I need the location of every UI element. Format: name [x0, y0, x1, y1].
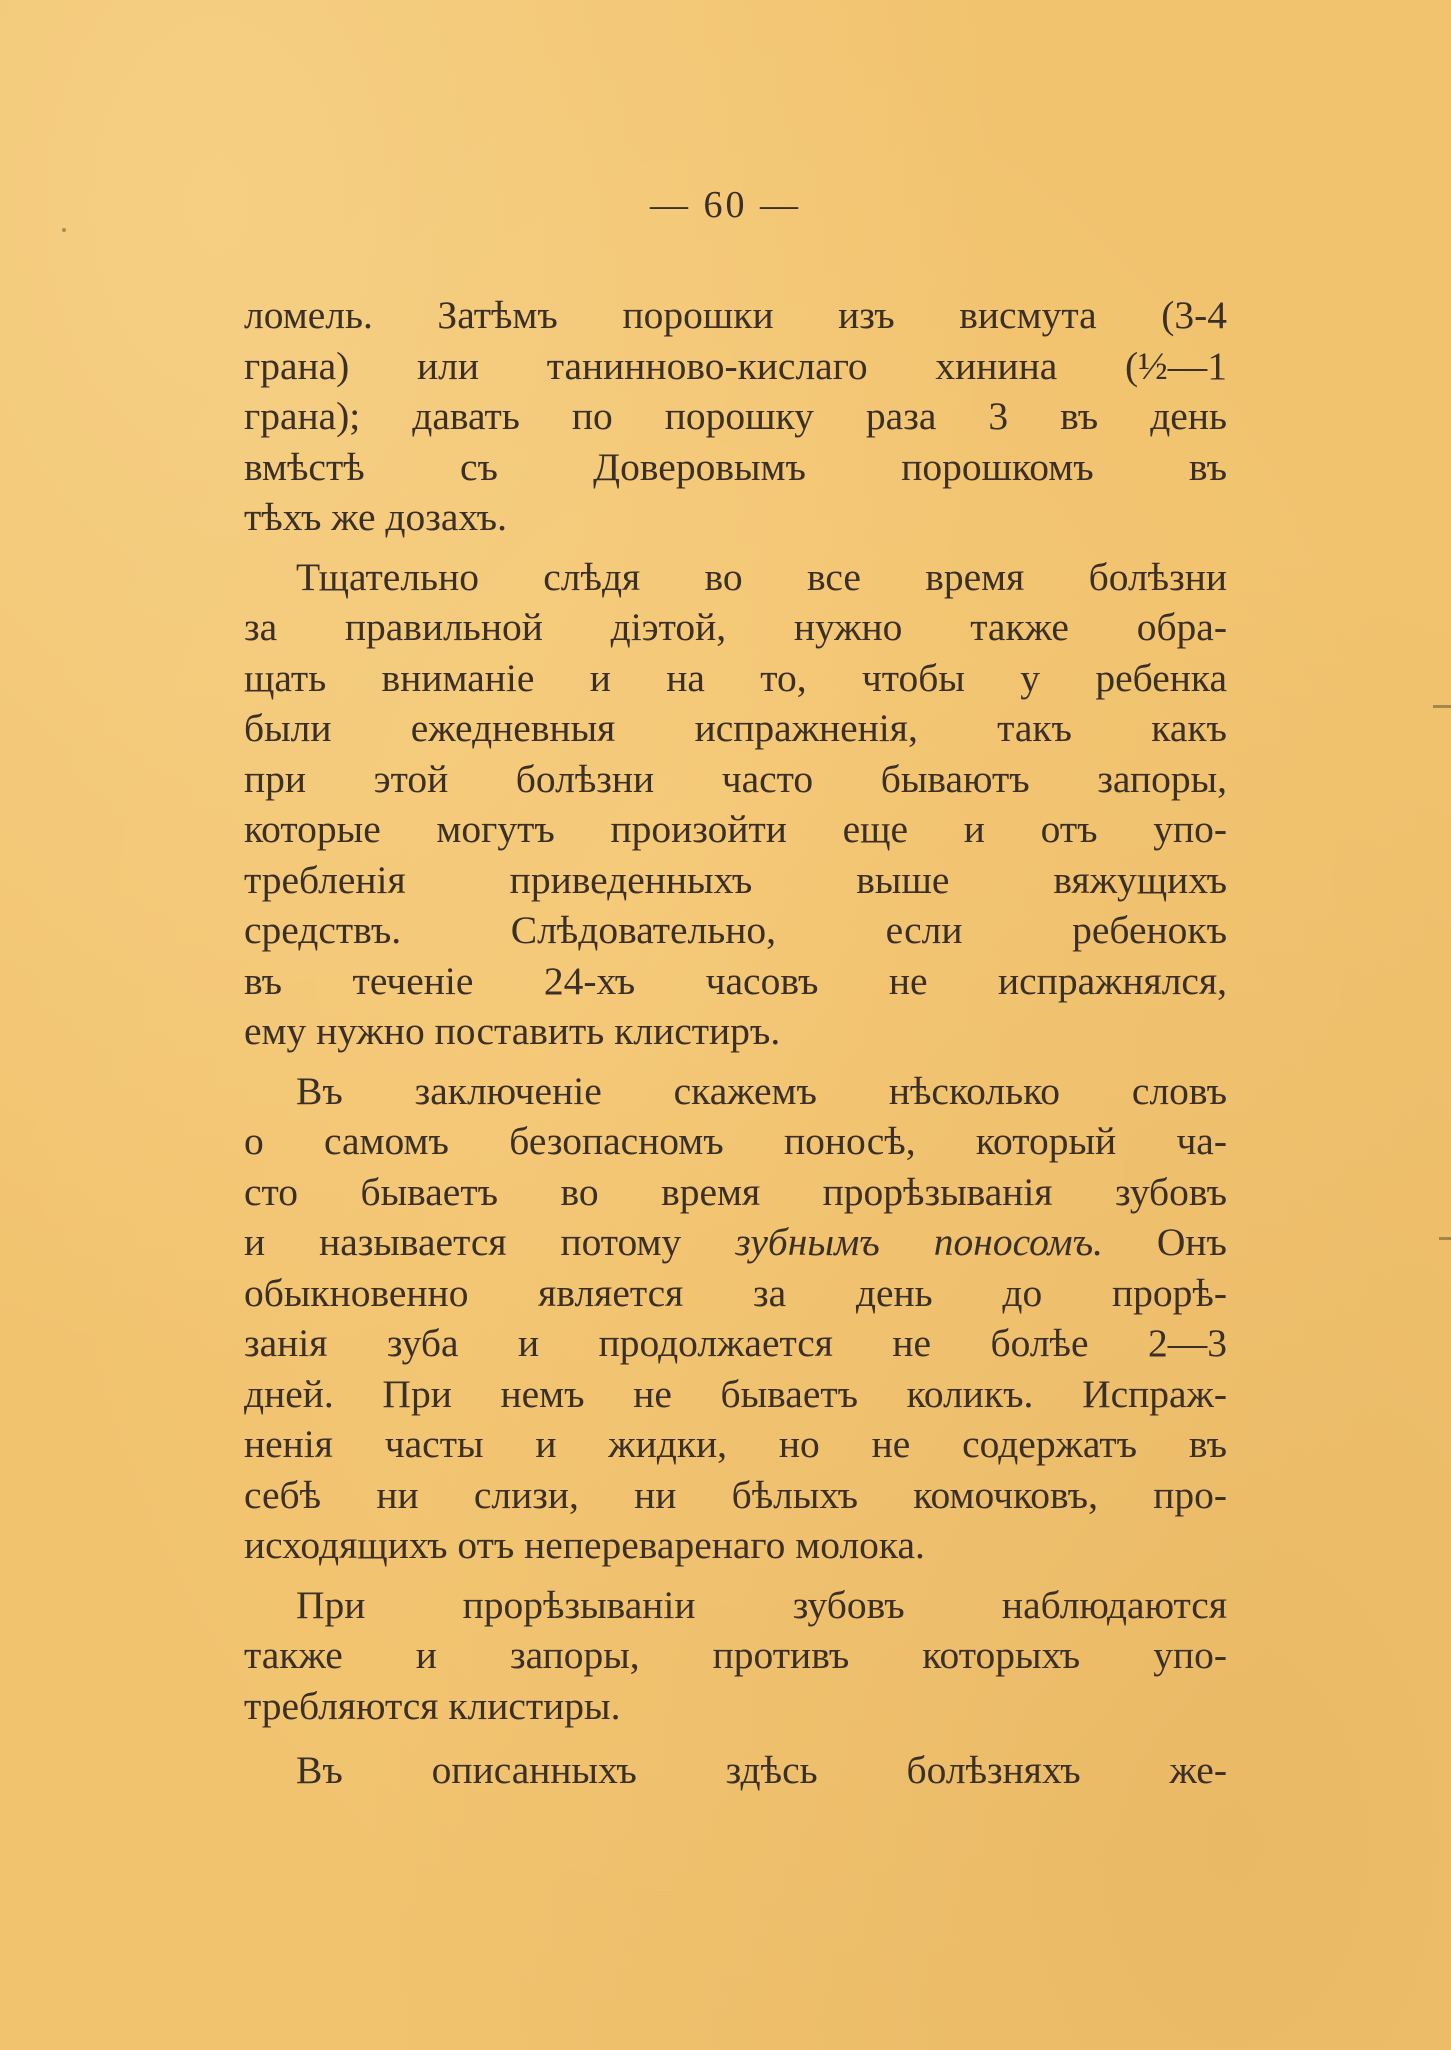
text-line: ему нужно поставить клистиръ. — [244, 1009, 781, 1053]
text-line: при этой болѣзни часто бываютъ запоры, — [244, 756, 1227, 801]
text-segment: и называется потому — [244, 1220, 736, 1264]
text-line: сто бываетъ во время прорѣзыванія зубовъ — [244, 1169, 1227, 1214]
paragraph-3 — [244, 1066, 1227, 1571]
page-number: — 60 — — [650, 184, 801, 226]
text-line: требленія приведенныхъ выше вяжущихъ — [244, 857, 1227, 902]
text-line: о самомъ безопасномъ поносѣ, который ча- — [244, 1119, 1227, 1163]
text-line: ненія часты и жидки, но не содержатъ въ — [244, 1422, 1227, 1466]
page-edge-mark — [62, 228, 66, 232]
text-line: въ теченіе 24-хъ часовъ не испражнялся, — [244, 958, 1227, 1003]
text-line: также и запоры, противъ которыхъ упо- — [244, 1633, 1227, 1677]
paragraph-5 — [244, 1745, 1227, 1796]
text-line: дней. При немъ не бываетъ коликъ. Испраж- — [244, 1371, 1227, 1416]
text-line: которые могутъ произойти еще и отъ упо- — [244, 807, 1227, 851]
text-line: щать вниманіе и на то, чтобы у ребенка — [244, 655, 1227, 700]
text-line: вмѣстѣ съ Доверовымъ порошкомъ въ — [244, 444, 1227, 489]
text-line: обыкновенно является за день до прорѣ- — [244, 1270, 1227, 1315]
text-line: требляются клистиры. — [244, 1683, 621, 1728]
text-line: При прорѣзываніи зубовъ наблюдаются — [296, 1582, 1227, 1627]
text-line: Въ заключеніе скажемъ нѣсколько словъ — [296, 1068, 1227, 1113]
text-line: Тщательно слѣдя во все время болѣзни — [296, 554, 1227, 599]
text-segment: Онъ — [1102, 1220, 1227, 1264]
body-text — [244, 290, 1227, 1805]
text-line: исходящихъ отъ непереваренаго молока. — [244, 1523, 925, 1567]
text-line: грана); давать по порошку раза 3 въ день — [244, 394, 1227, 438]
text-line: были ежедневныя испражненія, такъ какъ — [244, 706, 1227, 750]
text-line: тѣхъ же дозахъ. — [244, 495, 507, 539]
paragraph-4 — [244, 1580, 1227, 1732]
text-line: за правильной діэтой, нужно также обра- — [244, 605, 1227, 649]
text-line: средствъ. Слѣдовательно, если ребенокъ — [244, 908, 1227, 952]
text-line: Въ описанныхъ здѣсь болѣзняхъ же- — [296, 1748, 1227, 1792]
text-line: ломель. Затѣмъ порошки изъ висмута (3-4 — [244, 293, 1227, 337]
page-edge-mark — [1439, 1237, 1451, 1240]
text-line: грана) или танинново-кислаго хинина (½—1 — [244, 343, 1227, 388]
paragraph-2 — [244, 552, 1227, 1057]
text-line-mixed — [244, 1217, 1227, 1268]
text-line: себѣ ни слизи, ни бѣлыхъ комочковъ, про- — [244, 1472, 1227, 1517]
page-edge-mark — [1433, 705, 1451, 708]
italic-term: зубнымъ поносомъ. — [735, 1220, 1103, 1264]
paragraph-1 — [244, 290, 1227, 543]
text-line: занія зуба и продолжается не болѣе 2—3 — [244, 1321, 1227, 1365]
